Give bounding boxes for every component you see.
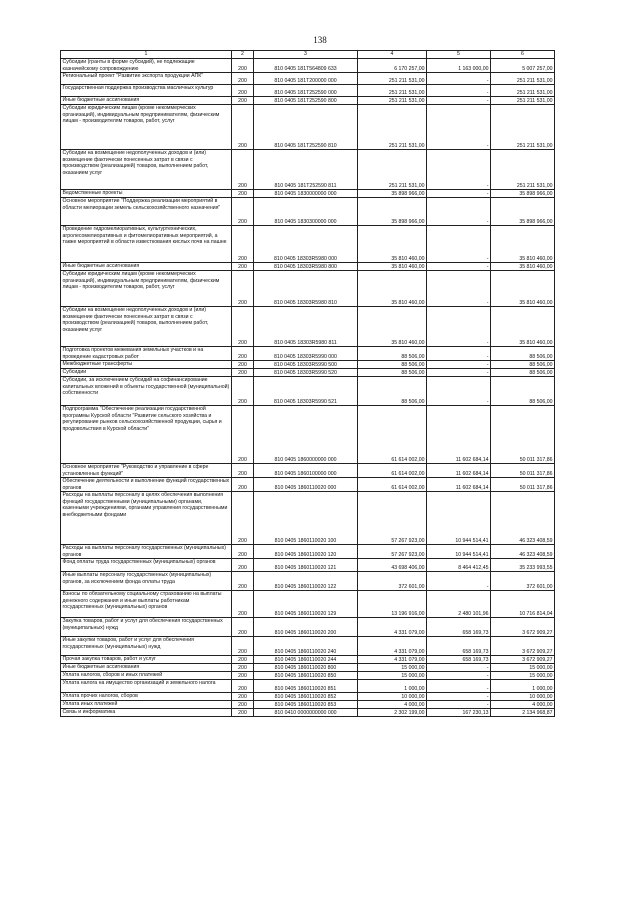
row-grbs: 200: [232, 478, 254, 492]
row-plan: 13 196 916,00: [358, 591, 427, 618]
row-remaining: 50 011 317,86: [491, 406, 555, 464]
row-code: 810 0405 1860110020 852: [254, 693, 358, 701]
row-remaining: 372 601,00: [491, 572, 555, 591]
row-executed: 658 169,73: [427, 637, 491, 656]
row-name: Иные закупки товаров, работ и услуг для обеспечения государственных (муниципальных) нужд: [61, 637, 232, 656]
row-code: 810 0405 1860110020 122: [254, 572, 358, 591]
row-grbs: 200: [232, 591, 254, 618]
row-grbs: 200: [232, 226, 254, 263]
row-code: 810 0405 181Т252590 000: [254, 85, 358, 97]
row-code: 810 0405 181Т252590 800: [254, 97, 358, 105]
row-remaining: 5 007 257,00: [491, 59, 555, 73]
budget-table: [60, 50, 555, 717]
row-grbs: 200: [232, 559, 254, 572]
row-executed: 658 169,73: [427, 656, 491, 664]
row-code: 810 0405 1860110020 244: [254, 656, 358, 664]
row-code: 810 0405 1860110020 000: [254, 478, 358, 492]
row-plan: 251 211 531,00: [358, 73, 427, 85]
table-row: [61, 406, 555, 464]
table-row: [61, 198, 555, 226]
page-number: 138: [313, 35, 327, 45]
row-plan: 35 810 460,00: [358, 226, 427, 263]
row-code: 810 0405 1830000000 000: [254, 190, 358, 198]
row-name: Расходы на выплаты персоналу государственных (муниципальных) органов: [61, 545, 232, 559]
row-code: 810 0405 1860000000 000: [254, 406, 358, 464]
row-plan: 43 698 406,00: [358, 559, 427, 572]
row-grbs: 200: [232, 73, 254, 85]
row-plan: 35 898 966,00: [358, 190, 427, 198]
row-code: 810 0405 18303R5980 811: [254, 307, 358, 347]
row-executed: -: [427, 307, 491, 347]
row-plan: 15 000,00: [358, 664, 427, 672]
table-row: [61, 271, 555, 307]
row-executed: 658 169,73: [427, 618, 491, 637]
row-remaining: 251 211 531,00: [491, 73, 555, 85]
row-executed: -: [427, 347, 491, 361]
row-remaining: 251 211 531,00: [491, 150, 555, 190]
row-executed: -: [427, 572, 491, 591]
row-plan: 251 211 531,00: [358, 97, 427, 105]
row-grbs: 200: [232, 369, 254, 377]
row-plan: 35 810 460,00: [358, 307, 427, 347]
row-code: 810 0405 1860110020 129: [254, 591, 358, 618]
table-row: [61, 591, 555, 618]
table-row: [61, 361, 555, 369]
row-remaining: 3 672 909,27: [491, 637, 555, 656]
row-code: 810 0405 1860110020 851: [254, 680, 358, 693]
row-executed: -: [427, 105, 491, 150]
row-grbs: 200: [232, 492, 254, 545]
table-row: [61, 369, 555, 377]
table-row: [61, 377, 555, 406]
row-plan: 251 211 531,00: [358, 150, 427, 190]
row-executed: 167 230,13: [427, 709, 491, 717]
table-body: [61, 59, 555, 717]
table-row: [61, 73, 555, 85]
row-executed: -: [427, 701, 491, 709]
row-name: Субсидии (гранты в форме субсидий), не подлежащие казначейскому сопровождению: [61, 59, 232, 73]
row-code: 810 0405 18303R5980 800: [254, 263, 358, 271]
row-code: 810 0405 1860110020 800: [254, 664, 358, 672]
row-name: Закупка товаров, работ и услуг для обеспечения государственных (муниципальных) нужд: [61, 618, 232, 637]
row-executed: -: [427, 226, 491, 263]
header-row: [61, 51, 555, 59]
row-code: 810 0405 181Т200000 000: [254, 73, 358, 85]
row-code: 810 0410 0000000000 000: [254, 709, 358, 717]
row-plan: 2 302 199,00: [358, 709, 427, 717]
row-executed: -: [427, 97, 491, 105]
row-executed: 10 944 514,41: [427, 545, 491, 559]
row-remaining: 2 134 968,87: [491, 709, 555, 717]
row-remaining: 35 810 460,00: [491, 271, 555, 307]
row-code: 810 0405 18303R5990 500: [254, 361, 358, 369]
table-header: [61, 51, 555, 59]
row-plan: 4 331 079,00: [358, 618, 427, 637]
table-row: [61, 59, 555, 73]
row-name: Субсидии: [61, 369, 232, 377]
row-name: Ведомственные проекты: [61, 190, 232, 198]
row-code: 810 0405 18303R5990 521: [254, 377, 358, 406]
row-grbs: 200: [232, 150, 254, 190]
header-col-5: 5: [427, 51, 491, 59]
row-remaining: 50 011 317,86: [491, 464, 555, 478]
table-row: [61, 307, 555, 347]
row-remaining: 10 000,00: [491, 693, 555, 701]
row-grbs: 200: [232, 105, 254, 150]
row-plan: 88 506,00: [358, 377, 427, 406]
row-code: 810 0405 18303R5980 810: [254, 271, 358, 307]
row-name: Субсидии, за исключением субсидий на софинансирование капитальных вложений в объекты государственной (муниципальной) собственности: [61, 377, 232, 406]
row-grbs: 200: [232, 59, 254, 73]
row-name: Иные бюджетные ассигнования: [61, 664, 232, 672]
row-name: Связь и информатика: [61, 709, 232, 717]
row-remaining: 35 810 460,00: [491, 226, 555, 263]
table-row: [61, 150, 555, 190]
row-remaining: 88 506,00: [491, 347, 555, 361]
row-grbs: 200: [232, 672, 254, 680]
row-plan: 88 506,00: [358, 369, 427, 377]
table-row: [61, 105, 555, 150]
row-plan: 15 000,00: [358, 672, 427, 680]
row-code: 810 0405 1860100000 000: [254, 464, 358, 478]
row-plan: 10 000,00: [358, 693, 427, 701]
row-executed: -: [427, 190, 491, 198]
row-executed: 10 944 514,41: [427, 492, 491, 545]
row-code: 810 0405 1860110020 100: [254, 492, 358, 545]
row-code: 810 0405 1860110020 853: [254, 701, 358, 709]
row-grbs: 200: [232, 406, 254, 464]
row-executed: -: [427, 271, 491, 307]
row-remaining: 3 672 909,27: [491, 618, 555, 637]
row-plan: 61 614 002,00: [358, 464, 427, 478]
table-row: [61, 545, 555, 559]
row-plan: 88 506,00: [358, 347, 427, 361]
row-name: Субсидии юридическим лицам (кроме некоммерческих организаций), индивидуальным предпринимателям, физическим лицам - производителям товаров, работ, услуг: [61, 271, 232, 307]
row-executed: -: [427, 664, 491, 672]
row-code: 810 0405 1860110020 120: [254, 545, 358, 559]
row-executed: 11 602 684,14: [427, 478, 491, 492]
row-executed: -: [427, 693, 491, 701]
row-executed: -: [427, 361, 491, 369]
row-executed: -: [427, 263, 491, 271]
table-row: [61, 572, 555, 591]
row-name: Государственная поддержка производства масличных культур: [61, 85, 232, 97]
row-remaining: 35 810 460,00: [491, 263, 555, 271]
row-remaining: 35 898 966,00: [491, 190, 555, 198]
table-row: [61, 85, 555, 97]
table-row: [61, 97, 555, 105]
table-row: [61, 492, 555, 545]
row-name: Обеспечение деятельности и выполнение функций государственных органов: [61, 478, 232, 492]
row-remaining: 251 211 531,00: [491, 97, 555, 105]
row-name: Субсидии на возмещение недополученных доходов и (или) возмещение фактически понесенных затрат в связи с производством (реализацией) товаров, выполнением работ, оказанием услуг: [61, 307, 232, 347]
row-name: Уплата налогов, сборов и иных платежей: [61, 672, 232, 680]
row-grbs: 200: [232, 545, 254, 559]
row-name: Подготовка проектов межевания земельных участков и на проведение кадастровых работ: [61, 347, 232, 361]
row-grbs: 200: [232, 307, 254, 347]
row-plan: 4 331 079,00: [358, 637, 427, 656]
row-remaining: 15 000,00: [491, 664, 555, 672]
row-plan: 57 267 923,00: [358, 492, 427, 545]
table-row: [61, 672, 555, 680]
row-name: Уплата иных платежей: [61, 701, 232, 709]
header-col-6: 6: [491, 51, 555, 59]
row-code: 810 0405 1860110020 200: [254, 618, 358, 637]
table-row: [61, 618, 555, 637]
row-grbs: 200: [232, 361, 254, 369]
header-col-2: 2: [232, 51, 254, 59]
table-row: [61, 263, 555, 271]
header-col-4: 4: [358, 51, 427, 59]
row-code: 810 0405 181Т252590 810: [254, 105, 358, 150]
row-code: 810 0405 18303R5990 520: [254, 369, 358, 377]
row-name: Подпрограмма "Обеспечение реализации государственной программы Курской области "Развитие сельского хозяйства и регулирование рынков сельскохозяйственной продукции, сырья и продовольствия в Курской области": [61, 406, 232, 464]
header-col-3: 3: [254, 51, 358, 59]
row-code: 810 0405 181Т564809 633: [254, 59, 358, 73]
row-plan: 35 810 460,00: [358, 271, 427, 307]
row-executed: -: [427, 73, 491, 85]
table-row: [61, 559, 555, 572]
row-code: 810 0405 1860110020 240: [254, 637, 358, 656]
row-name: Проведение гидромелиоративных, культуртехнических, агролесомелиоративных и фитомелиоративных мероприятий, а также мероприятий в области известкования кислых почв на пашне: [61, 226, 232, 263]
row-executed: -: [427, 198, 491, 226]
row-remaining: 15 000,00: [491, 672, 555, 680]
row-grbs: 200: [232, 85, 254, 97]
row-plan: 35 898 966,00: [358, 198, 427, 226]
row-name: Расходы на выплаты персоналу в целях обеспечения выполнения функций государственными (муниципальными) органами, казенными учреждениями, органами управления государственными внебюджетными фондами: [61, 492, 232, 545]
row-plan: 251 211 531,00: [358, 105, 427, 150]
table-row: [61, 637, 555, 656]
row-remaining: 251 211 531,00: [491, 105, 555, 150]
row-code: 810 0405 1860110020 121: [254, 559, 358, 572]
row-name: Фонд оплаты труда государственных (муниципальных) органов: [61, 559, 232, 572]
row-grbs: 200: [232, 190, 254, 198]
row-executed: 8 464 412,45: [427, 559, 491, 572]
table-row: [61, 478, 555, 492]
table-row: [61, 190, 555, 198]
row-grbs: 200: [232, 664, 254, 672]
row-code: 810 0405 18303R5980 000: [254, 226, 358, 263]
row-executed: -: [427, 150, 491, 190]
row-name: Иные выплаты персоналу государственных (муниципальных) органов, за исключением фонда оплаты труда: [61, 572, 232, 591]
row-code: 810 0405 1830300000 000: [254, 198, 358, 226]
row-remaining: 4 000,00: [491, 701, 555, 709]
row-plan: 35 810 460,00: [358, 263, 427, 271]
table-row: [61, 347, 555, 361]
row-plan: 372 601,00: [358, 572, 427, 591]
row-name: Межбюджетные трансферты: [61, 361, 232, 369]
row-grbs: 200: [232, 637, 254, 656]
row-remaining: 35 233 993,55: [491, 559, 555, 572]
row-code: 810 0405 18303R5990 000: [254, 347, 358, 361]
table-row: [61, 709, 555, 717]
row-remaining: 251 211 531,00: [491, 85, 555, 97]
row-grbs: 200: [232, 572, 254, 591]
row-name: Региональный проект "Развитие экспорта продукции АПК": [61, 73, 232, 85]
row-grbs: 200: [232, 464, 254, 478]
table-row: [61, 226, 555, 263]
row-name: Субсидии юридическим лицам (кроме некоммерческих организаций), индивидуальным предпринимателям, физическим лицам - производителям товаров, работ, услуг: [61, 105, 232, 150]
row-executed: 1 163 000,00: [427, 59, 491, 73]
row-name: Субсидии на возмещение недополученных доходов и (или) возмещение фактически понесенных затрат в связи с производством (реализацией) товаров, выполнением работ, оказанием услуг: [61, 150, 232, 190]
row-name: Взносы по обязательному социальному страхованию на выплаты денежного содержания и иные выплаты работникам государственных (муниципальных) органов: [61, 591, 232, 618]
row-grbs: 200: [232, 709, 254, 717]
row-remaining: 3 672 909,27: [491, 656, 555, 664]
table-row: [61, 701, 555, 709]
row-executed: -: [427, 680, 491, 693]
row-grbs: 200: [232, 693, 254, 701]
row-name: Иные бюджетные ассигнования: [61, 263, 232, 271]
row-plan: 61 614 002,00: [358, 406, 427, 464]
row-grbs: 200: [232, 680, 254, 693]
row-plan: 88 506,00: [358, 361, 427, 369]
row-remaining: 88 506,00: [491, 377, 555, 406]
row-grbs: 200: [232, 701, 254, 709]
row-code: 810 0405 181Т252590 811: [254, 150, 358, 190]
row-name: Уплата налога на имущество организаций и земельного налога: [61, 680, 232, 693]
row-executed: 11 602 684,14: [427, 464, 491, 478]
row-grbs: 200: [232, 656, 254, 664]
row-remaining: 46 323 408,59: [491, 545, 555, 559]
row-plan: 1 000,00: [358, 680, 427, 693]
row-name: Уплата прочих налогов, сборов: [61, 693, 232, 701]
row-grbs: 200: [232, 377, 254, 406]
row-plan: 61 614 002,00: [358, 478, 427, 492]
row-name: Основное мероприятие "Руководство и управление в сфере установленных функций": [61, 464, 232, 478]
row-grbs: 200: [232, 347, 254, 361]
row-executed: -: [427, 672, 491, 680]
header-col-1: 1: [61, 51, 232, 59]
row-plan: 251 211 531,00: [358, 85, 427, 97]
row-grbs: 200: [232, 618, 254, 637]
table-row: [61, 464, 555, 478]
row-executed: -: [427, 377, 491, 406]
row-executed: 2 480 101,96: [427, 591, 491, 618]
row-plan: 6 170 257,00: [358, 59, 427, 73]
row-name: Иные бюджетные ассигнования: [61, 97, 232, 105]
row-plan: 4 000,00: [358, 701, 427, 709]
table-row: [61, 693, 555, 701]
row-remaining: 1 000,00: [491, 680, 555, 693]
row-remaining: 50 011 317,86: [491, 478, 555, 492]
row-remaining: 46 323 408,59: [491, 492, 555, 545]
row-grbs: 200: [232, 198, 254, 226]
row-grbs: 200: [232, 97, 254, 105]
table-row: [61, 680, 555, 693]
row-grbs: 200: [232, 271, 254, 307]
row-remaining: 10 716 814,04: [491, 591, 555, 618]
row-plan: 57 267 923,00: [358, 545, 427, 559]
row-code: 810 0405 1860110020 850: [254, 672, 358, 680]
row-remaining: 35 810 460,00: [491, 307, 555, 347]
row-name: Прочая закупка товаров, работ и услуг: [61, 656, 232, 664]
table-row: [61, 664, 555, 672]
row-executed: -: [427, 85, 491, 97]
row-executed: -: [427, 369, 491, 377]
table-row: [61, 656, 555, 664]
row-grbs: 200: [232, 263, 254, 271]
row-plan: 4 331 079,00: [358, 656, 427, 664]
row-executed: 11 602 684,14: [427, 406, 491, 464]
row-remaining: 88 506,00: [491, 369, 555, 377]
row-remaining: 35 898 966,00: [491, 198, 555, 226]
row-remaining: 88 506,00: [491, 361, 555, 369]
row-name: Основное мероприятие "Поддержка реализации мероприятий в области мелиорации земель сельскохозяйственного назначения": [61, 198, 232, 226]
